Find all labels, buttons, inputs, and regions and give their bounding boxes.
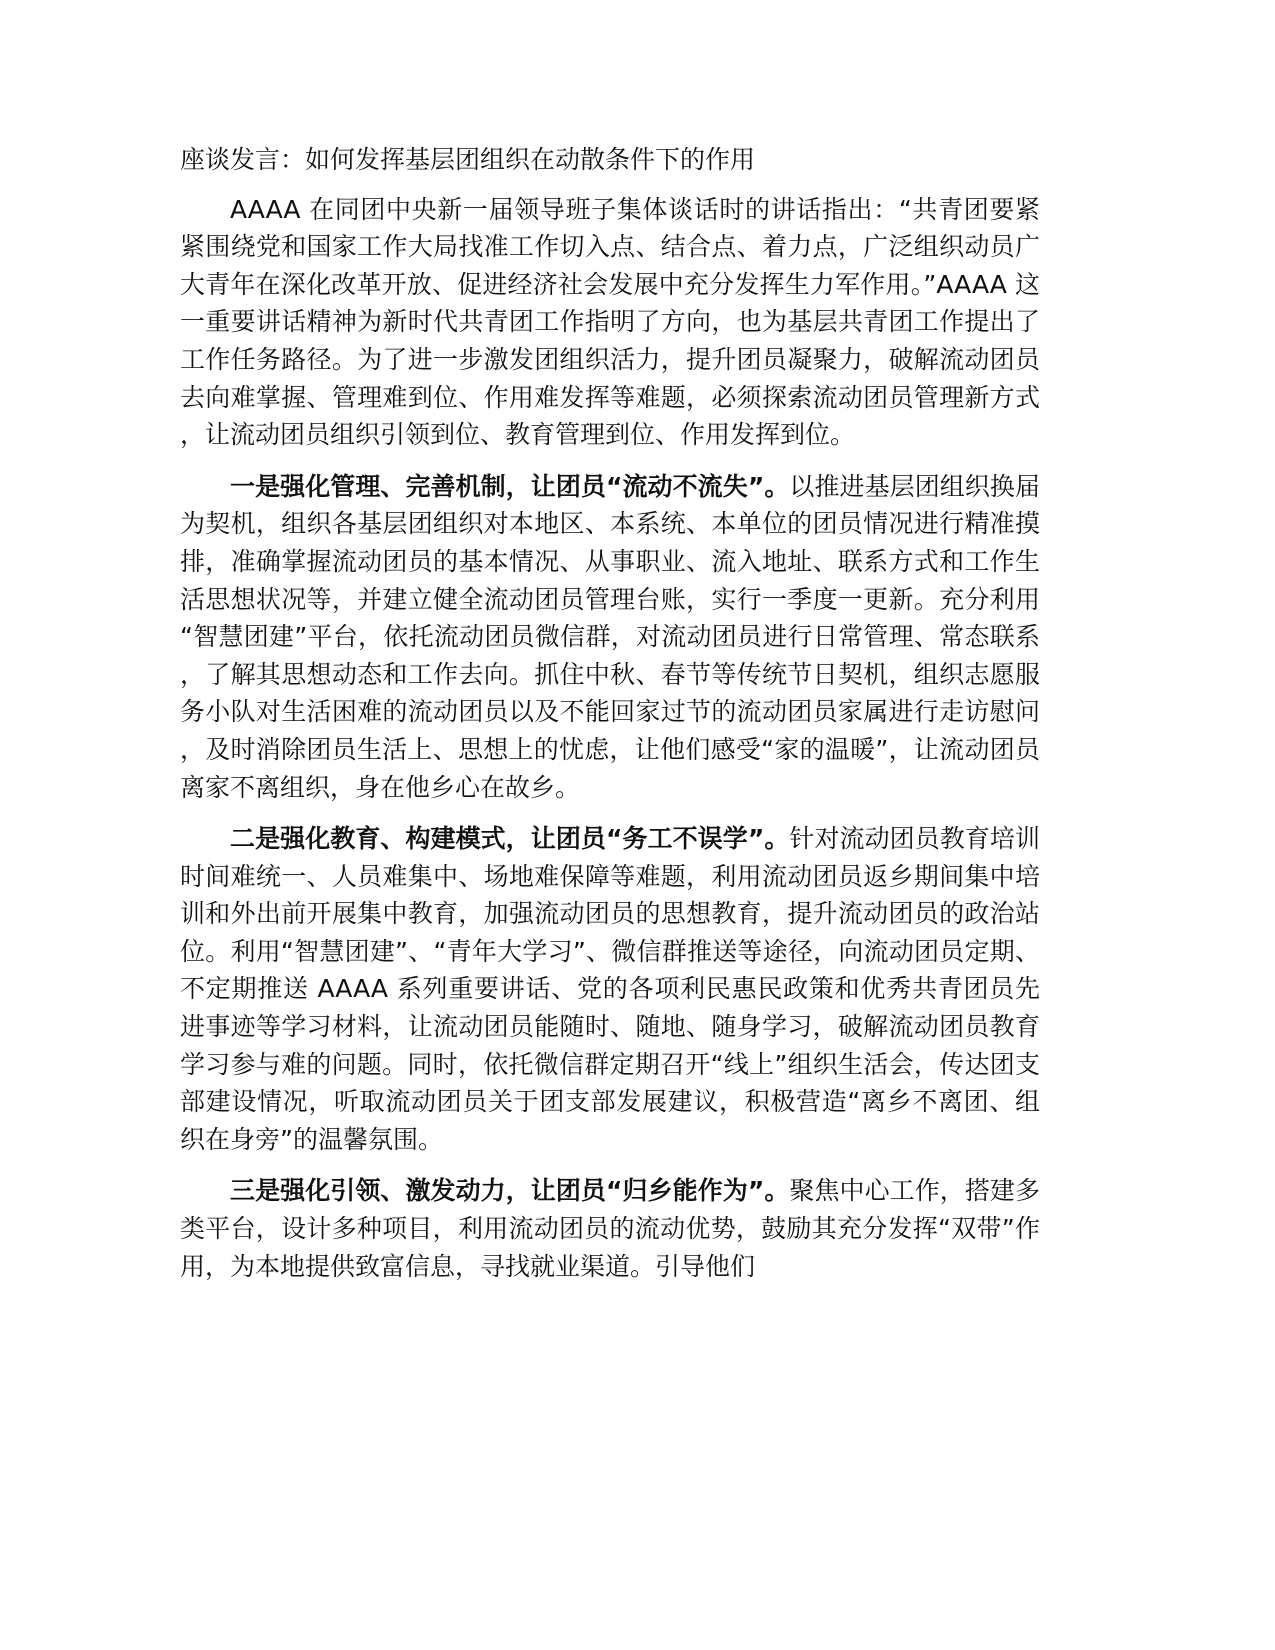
- paragraph-text: AAAA 在同团中央新一届领导班子集体谈话时的讲话指出：“共青团要紧紧围绕党和国家工作大局找准工作切入点、结合点、着力点，广泛组织动员广大青年在深化改革开放、促进经济社会发展中充分发挥生力军作用。”AAAA 这一重要讲话精神为新时代共青团工作指明了方向，也为基层共青团工作提出了工作任务路径。为了进一步激发团组织活力，提升团员凝聚力，破解流动团员去向难掌握、管理难到位、作用难发挥等难题，必须探索流动团员管理新方式，让流动团员组织引领到位、教育管理到位、作用发挥到位。: [180, 194, 1040, 450]
- paragraph-lead: 一是强化管理、完善机制，让团员“流动不流失”。: [230, 471, 790, 501]
- paragraph-text: 以推进基层团组织换届为契机，组织各基层团组织对本地区、本系统、本单位的团员情况进行精准摸排，准确掌握流动团员的基本情况、从事职业、流入地址、联系方式和工作生活思想状况等，并建立健全流动团员管理台账，实行一季度一更新。充分利用“智慧团建”平台，依托流动团员微信群，对流动团员进行日常管理、常态联系，了解其思想动态和工作去向。抓住中秋、春节等传统节日契机，组织志愿服务小队对生活困难的流动团员以及不能回家过节的流动团员家属进行走访慰问，及时消除团员生活上、思想上的忧虑，让他们感受“家的温暖”，让流动团员离家不离组织，身在他乡心在故乡。: [180, 471, 1040, 802]
- paragraph-lead: 二是强化教育、构建模式，让团员“务工不误学”。: [230, 824, 790, 854]
- document-body: [180, 141, 1040, 1299]
- paragraph: [180, 1172, 1040, 1285]
- document-title: 座谈发言：如何发挥基层团组织在动散条件下的作用: [180, 145, 756, 174]
- paragraph: [180, 191, 1040, 454]
- paragraph-text: 聚焦中心工作，搭建多类平台，设计多种项目，利用流动团员的流动优势，鼓励其充分发挥“双带”作用，为本地提供致富信息，寻找就业渠道。引导他们: [180, 1176, 1040, 1281]
- paragraph: [180, 468, 1040, 806]
- paragraph-text: 针对流动团员教育培训时间难统一、人员难集中、场地难保障等难题，利用流动团员返乡期间集中培训和外出前开展集中教育，加强流动团员的思想教育，提升流动团员的政治站位。利用“智慧团建”、“青年大学习”、微信群推送等途径，向流动团员定期、不定期推送 AAAA 系列重要讲话、党的各项利民惠民政策和优秀共青团员先进事迹等学习材料，让流动团员能随时、随地、随身学习，破解流动团员教育学习参与难的问题。同时，依托微信群定期召开“线上”组织生活会，传达团支部建设情况，听取流动团员关于团支部发展建议，积极营造“离乡不离团、组织在身旁”的温馨氛围。: [180, 824, 1040, 1154]
- paragraph-lead: 三是强化引领、激发动力，让团员“归乡能作为”。: [230, 1176, 790, 1206]
- paragraph: [180, 820, 1040, 1158]
